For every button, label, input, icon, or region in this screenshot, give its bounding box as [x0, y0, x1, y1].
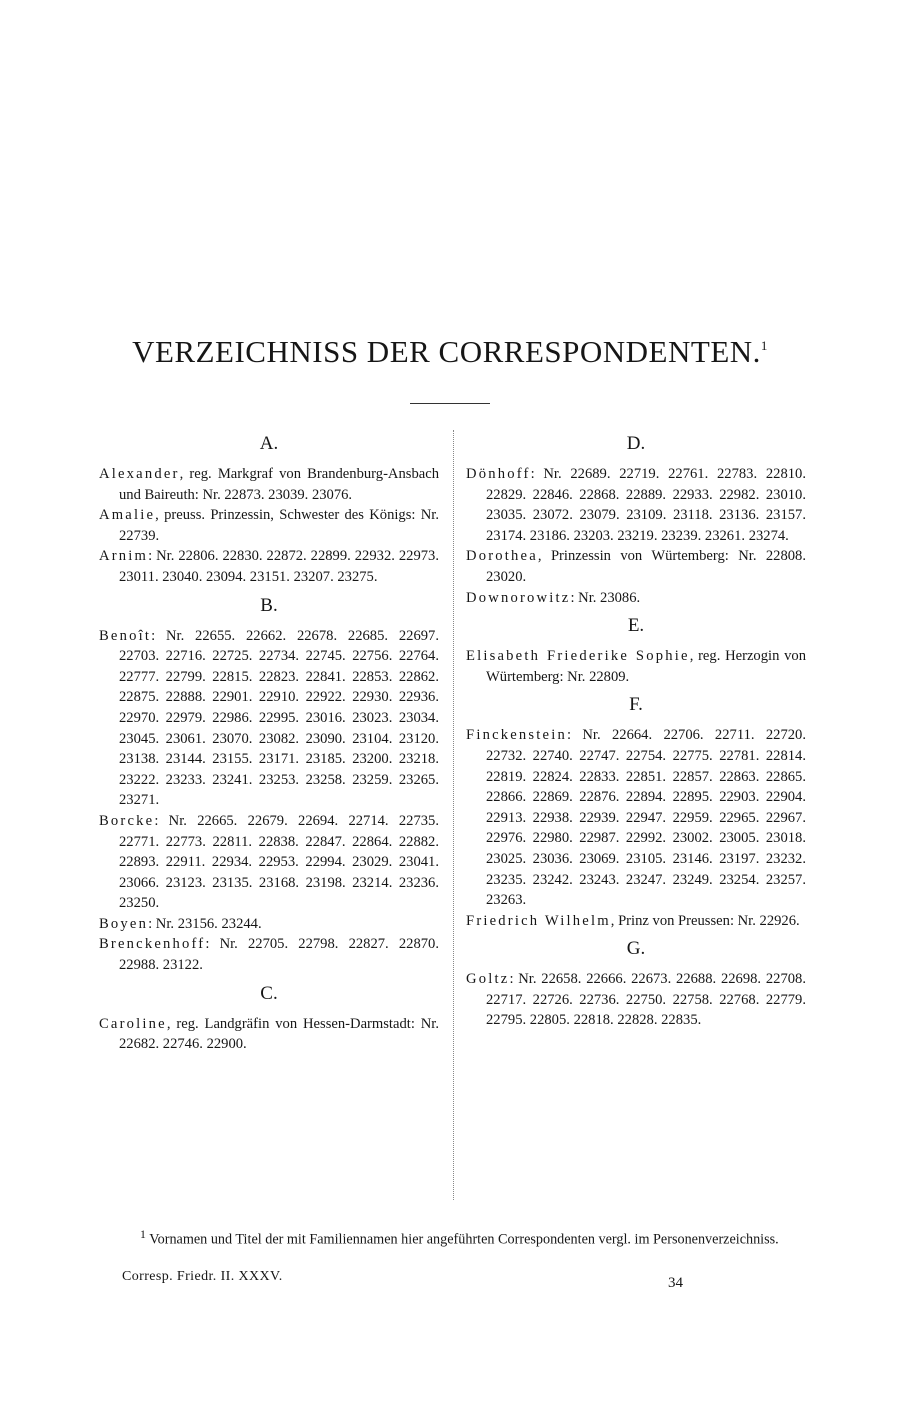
footnote-text: Vornamen und Titel der mit Familiennamen hier angeführten Correspondenten vergl. im Personenverzeichniss.: [149, 1231, 779, 1248]
section-letter-c: C.: [260, 982, 278, 1004]
entry-text: , reg. Landgräfin von Hessen-Darmstadt: Nr. 22682. 22746. 22900.: [119, 1015, 439, 1053]
entry-name: Caroline: [99, 1015, 167, 1032]
section-letter-b: B.: [260, 594, 278, 616]
entry-text: : Nr. 23156. 23244.: [148, 915, 262, 932]
section-letter-g: G.: [626, 938, 646, 960]
entry-boyen: [99, 914, 439, 935]
entry-brenckenhoff: [99, 934, 439, 975]
entry-text: , Prinzessin von Würtemberg: Nr. 22808. 23020.: [486, 548, 806, 585]
entry-text: : Nr. 22806. 22830. 22872. 22899. 22932. 22973. 23011. 23040. 23094. 23151. 23207. 23275.: [119, 548, 439, 585]
entry-text: , reg. Markgraf von Brandenburg-Ansbach und Baireuth: Nr. 22873. 23039. 23076.: [119, 466, 439, 503]
entry-name: Brenckenhoff: [99, 936, 206, 953]
right-column: [466, 426, 806, 1031]
entry-name: Elisabeth Friederike Sophie: [466, 648, 690, 665]
entry-elisabeth: [466, 646, 806, 687]
title-footnote-mark: 1: [760, 338, 768, 353]
section-letter-f: F.: [629, 694, 643, 716]
entry-doenhoff: [466, 464, 806, 546]
entry-name: Goltz: [466, 971, 510, 988]
entry-finckenstein: [466, 725, 806, 910]
column-divider: [453, 430, 454, 1200]
entry-text: : Nr. 22655. 22662. 22678. 22685. 22697. 22703. 22716. 22725. 22734. 22745. 22756. 22764. 22777. 22799. 22815. 22823. 22841. 22853. 22862. 22875. 22888. 22901. 22910. 22922. 22930. 22936. 22970. 22979. 22986. 22995. 23016. 23023. 23034. 23045. 23061. 23070. 23082. 23090. 23104. 23120. 23138. 23144. 23155. 23171. 23185. 23200. 23218. 23222. 23233. 23241. 23253. 23258. 23259. 23265. 23271.: [119, 627, 439, 809]
entry-alexander: [99, 464, 439, 505]
entry-dorothea: [466, 546, 806, 587]
entry-downorowitz: [466, 588, 806, 609]
section-letter-d: D.: [626, 433, 646, 454]
footnote: [122, 1225, 804, 1250]
entry-amalie: [99, 505, 439, 546]
entry-name: Borcke: [99, 812, 155, 829]
entry-text: : Nr. 22689. 22719. 22761. 22783. 22810. 22829. 22846. 22868. 22889. 22933. 22982. 23010. 23035. 23072. 23079. 23109. 23118. 23136. 23157. 23174. 23186. 23203. 23219. 23239. 23261. 23274.: [486, 466, 806, 544]
left-column: [99, 426, 439, 1055]
entry-name: Benoît: [99, 627, 152, 644]
title-text: VERZEICHNISS DER CORRESPONDENTEN.: [132, 334, 761, 369]
footnote-mark: 1: [140, 1227, 146, 1241]
entry-name: Amalie: [99, 507, 156, 524]
entry-goltz: [466, 969, 806, 1031]
entry-benoit: [99, 626, 439, 811]
page-number: 34: [668, 1275, 683, 1291]
section-letter-e: E.: [627, 615, 645, 637]
entry-text: , Prinz von Preussen: Nr. 22926.: [610, 912, 800, 929]
entry-name: Downorowitz: [466, 589, 571, 606]
entry-name: Finckenstein: [466, 727, 567, 744]
entry-arnim: [99, 546, 439, 587]
entry-text: : Nr. 22705. 22798. 22827. 22870. 22988. 23122.: [119, 936, 439, 974]
page-title: [0, 334, 900, 370]
entry-text: : Nr. 22658. 22666. 22673. 22688. 22698. 22708. 22717. 22726. 22736. 22750. 22758. 22768. 22779. 22795. 22805. 22818. 22828. 22835.: [486, 971, 806, 1029]
entry-text: , reg. Herzogin von Würtemberg: Nr. 22809.: [486, 648, 806, 685]
entry-borcke: [99, 811, 439, 914]
entry-name: Dönhoff: [466, 466, 531, 482]
entry-name: Friedrich Wilhelm: [466, 912, 611, 929]
section-letter-a: A.: [259, 433, 279, 454]
entry-name: Alexander: [99, 466, 180, 482]
entry-text: : Nr. 23086.: [570, 589, 641, 606]
footer-source: Corresp. Friedr. II. XXXV.: [122, 1269, 283, 1284]
entry-text: , preuss. Prinzessin, Schwester des Königs: Nr. 22739.: [119, 507, 439, 544]
title-rule: [410, 403, 490, 404]
entry-name: Boyen: [99, 915, 149, 932]
entry-name: Dorothea: [466, 548, 538, 565]
entry-name: Arnim: [99, 548, 149, 565]
entry-text: : Nr. 22665. 22679. 22694. 22714. 22735. 22771. 22773. 22811. 22838. 22847. 22864. 22882. 22893. 22911. 22934. 22953. 22994. 23029. 23041. 23066. 23123. 23135. 23168. 23198. 23214. 23236. 23250.: [119, 812, 439, 912]
entry-friedrich-wilhelm: [466, 911, 806, 932]
entry-text: : Nr. 22664. 22706. 22711. 22720. 22732. 22740. 22747. 22754. 22775. 22781. 22814. 22819. 22824. 22833. 22851. 22857. 22863. 22865. 22866. 22869. 22876. 22894. 22895. 22903. 22904. 22913. 22938. 22939. 22947. 22959. 22965. 22967. 22976. 22980. 22987. 22992. 23002. 23005. 23018. 23025. 23036. 23069. 23105. 23146. 23197. 23232. 23235. 23242. 23243. 23247. 23249. 23254. 23257. 23263.: [486, 727, 806, 909]
entry-caroline: [99, 1014, 439, 1055]
